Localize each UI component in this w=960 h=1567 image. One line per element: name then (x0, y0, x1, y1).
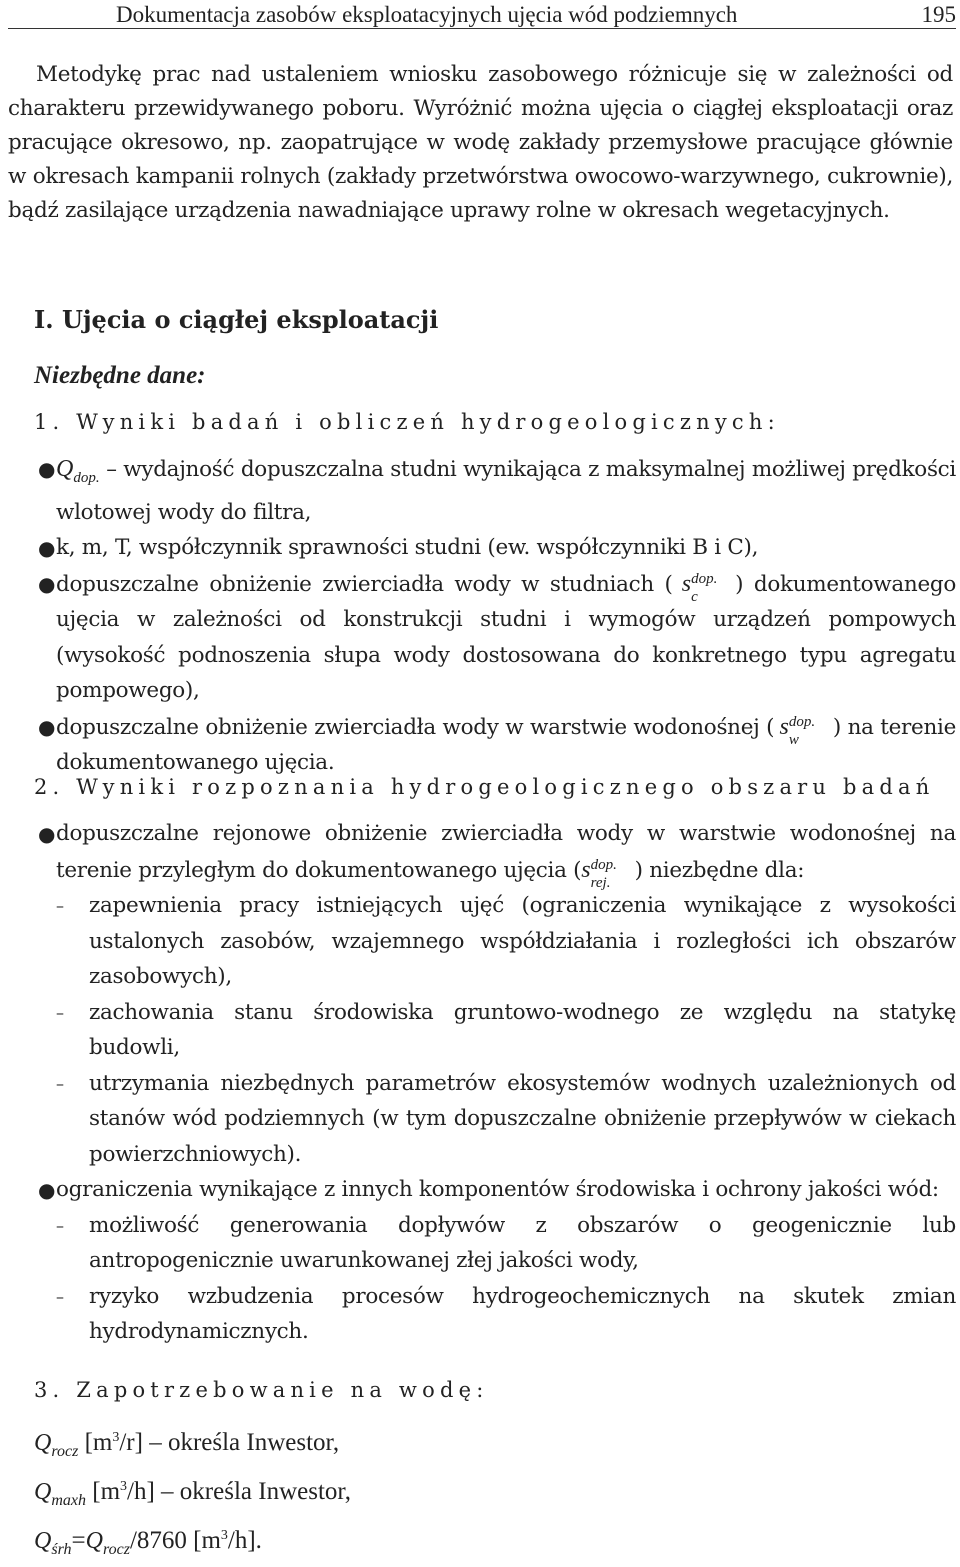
formula-text: [m (86, 1478, 121, 1505)
list-item-text: utrzymania niezbędnych parametrów ekosystemów wodnych uzależnionych od stanów wód podziemnych (w tym dopuszczalne obniżenie przepływów w ciekach powierzchniowych). (89, 1070, 956, 1167)
list-item-text: ) dokumentowanego ujęcia w zależności od konstrukcji studni i wymogów urządzeń pompowych (wysokość podnoszenia słupa wody dostosowana do konkretnego typu agregatu pompowego), (56, 571, 956, 703)
symbol-superscript: dop. (788, 713, 816, 730)
dash-marker: – (56, 1215, 64, 1235)
bullet-icon: ● (38, 457, 56, 481)
symbol-superscript: dop. (590, 856, 617, 873)
section-heading: I. Ujęcia o ciągłej eksploatacji (34, 305, 439, 334)
list-item (8, 889, 956, 996)
list-item-text: ryzyko wzbudzenia procesów hydrogeochemicznych na skutek zmian hydrodynamicznych. (89, 1283, 956, 1344)
list-item (8, 1173, 956, 1209)
subheading: Niezbędne dane: (34, 362, 206, 389)
dash-marker: – (56, 1073, 64, 1093)
symbol-subscript: dop. (73, 470, 100, 486)
list-item (8, 1067, 956, 1174)
symbol-subscript: rocz (102, 1541, 130, 1558)
dash-marker: – (56, 1286, 64, 1306)
exponent: 3 (120, 1479, 128, 1494)
list-item-text: ) niezbędne dla: (634, 857, 805, 883)
symbol: s (681, 570, 692, 597)
symbol-subscript: w (788, 731, 799, 748)
formula-text: /8760 [m (129, 1527, 221, 1554)
exponent: 3 (112, 1430, 120, 1445)
symbol-subscript: rocz (51, 1443, 79, 1460)
symbol-subscript: maxh (51, 1492, 86, 1509)
list3-heading: 3. Zapotrzebowanie na wodę: (34, 1378, 489, 1402)
symbol: Q (56, 456, 74, 482)
list-item-text: ograniczenia wynikające z innych komponentów środowiska i ochrony jakości wód: (56, 1177, 939, 1202)
list1-heading: 1. Wyniki badań i obliczeń hydrogeologicznych: (34, 410, 780, 434)
formula-line (34, 1518, 351, 1567)
list-item-text: ) na terenie dokumentowanego ujęcia. (56, 714, 957, 775)
list1 (8, 452, 956, 782)
list-item-text: zapewnienia pracy istniejących ujęć (ograniczenia wynikające z wysokości ustalonych zasobów, wzajemnego współdziałania i rozległości ich obszarów zasobowych), (89, 893, 956, 989)
list-item (8, 817, 956, 889)
bullet-icon: ● (38, 714, 56, 739)
list-item (8, 1280, 956, 1351)
list-item (8, 710, 956, 782)
list-item-text: – wydajność dopuszczalna studni wynikająca z maksymalnej możliwej prędkości wlotowej wody do filtra, (56, 457, 956, 525)
formula-text: /r] – określa Inwestor, (119, 1429, 340, 1456)
symbol-superscript: dop. (691, 570, 718, 587)
list-item (8, 996, 956, 1067)
list-item (8, 567, 956, 710)
page-number: 195 (921, 2, 956, 27)
list-item-text: dopuszczalne obniżenie zwierciadła wody w warstwie wodonośnej ( (56, 714, 775, 740)
list-item (8, 531, 956, 567)
formula-text: /h]. (227, 1527, 262, 1554)
bullet-icon: ● (38, 571, 56, 596)
symbol-subscript: rej. (590, 874, 611, 891)
symbol-subscript: c (691, 588, 698, 605)
dash-marker: – (56, 1002, 64, 1022)
running-header-title: Dokumentacja zasobów eksploatacyjnych ujęcia wód podziemnych (116, 2, 738, 27)
bullet-icon: ● (38, 1178, 56, 1202)
symbol: Q (34, 1479, 52, 1505)
list2 (8, 817, 956, 1351)
symbol: Q (34, 1528, 52, 1554)
dash-marker: – (56, 896, 64, 915)
symbol: Q (34, 1430, 52, 1456)
formula-line (34, 1469, 351, 1518)
equals-sign: = (71, 1527, 86, 1554)
list-item (8, 452, 956, 531)
formula-block (34, 1420, 351, 1567)
symbol: Q (85, 1528, 103, 1554)
list-item-text: dopuszczalne obniżenie zwierciadła wody w studniach ( (56, 571, 673, 597)
list-item-text: możliwość generowania dopływów z obszarów o geogenicznie lub antropogenicznie uwarunkowanej złej jakości wody, (89, 1212, 956, 1273)
formula-line (34, 1420, 351, 1469)
symbol-subscript: śrh (51, 1541, 72, 1558)
formula-text: /h] – określa Inwestor, (127, 1478, 351, 1505)
list-item-text: zachowania stanu środowiska gruntowo-wodnego ze względu na statykę budowli, (89, 999, 956, 1060)
list-item (8, 1209, 956, 1280)
bullet-icon: ● (38, 536, 56, 560)
exponent: 3 (220, 1528, 228, 1543)
running-header (8, 0, 956, 29)
bullet-icon: ● (38, 822, 56, 846)
symbol: s (779, 713, 789, 740)
list2-heading: 2. Wyniki rozpoznania hydrogeologicznego obszaru badań (34, 775, 935, 799)
symbol: s (581, 856, 591, 883)
list-item-text: k, m, T, współczynnik sprawności studni (ew. współczynniki B i C), (56, 535, 759, 560)
formula-text: [m (78, 1429, 113, 1456)
intro-paragraph: Metodykę prac nad ustaleniem wniosku zasobowego różnicuje się w zależności od charakteru przewidywanego poboru. Wyróżnić można ujęcia o ciągłej eksploatacji oraz pracujące okresowo, np. zaopatrujące w wodę zakłady przemysłowe pracujące głównie w okresach kampanii rolnych (zakłady przetwórstwa owocowo-warzywnego, cukrownie), bądź zasilające urządzenia nawadniające uprawy rolne w okresach wegetacyjnych. (8, 62, 953, 223)
list-item-text: dopuszczalne rejonowe obniżenie zwierciadła wody w warstwie wodonośnej na terenie przyległym do dokumentowanego ujęcia ( (56, 821, 956, 883)
